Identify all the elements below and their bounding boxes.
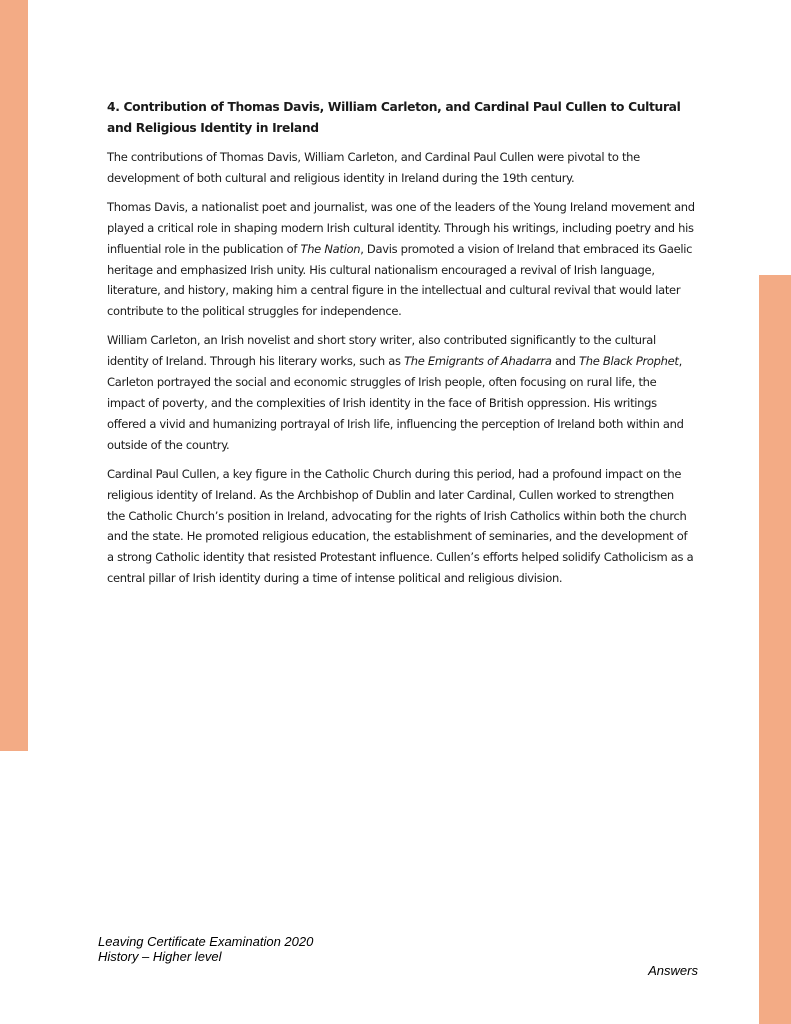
davis-text-end: , Davis promoted a vision of Ireland that embraced its Gaelic heritage and emphasized Irish unity. His cultural nationalism encouraged a revival of Irish language, literature, and history, making him a central figure in the intellectual and cultural revival that would later contribute to the political struggles for independence. [107,241,693,319]
carleton-text-start: William Carleton, an Irish novelist and short story writer, also contributed significantly to the cultural identity of Ireland. Through his literary works, such as [107,333,656,369]
carleton-text-end: , Carleton portrayed the social and economic struggles of Irish people, often focusing on rural life, the impact of poverty, and the complexities of Irish identity in the face of British oppression. His writings offered a vivid and humanizing portrayal of Irish life, influencing the perception of Ireland both within and outside of the country. [107,354,684,452]
carleton-work-title-1: The Emigrants of Ahadarra [404,354,552,369]
left-accent-bar [0,0,28,751]
footer-subject-level: History – Higher level [98,949,222,964]
carleton-paragraph [107,330,695,455]
section-heading: 4. Contribution of Thomas Davis, William Carleton, and Cardinal Paul Cullen to Cultural and Religious Identity in Ireland [107,100,681,135]
footer-exam-info [98,934,313,964]
footer-answers-label: Answers [648,963,698,978]
davis-text-start: Thomas Davis, a nationalist poet and journalist, was one of the leaders of the Young Ireland movement and played a critical role in shaping modern Irish cultural identity. Through his writings, including poetry and his influential role in the publication of [107,199,695,256]
davis-paragraph [107,197,695,322]
intro-paragraph: The contributions of Thomas Davis, William Carleton, and Cardinal Paul Cullen were pivotal to the development of both cultural and religious identity in Ireland during the 19th century. [107,150,640,185]
davis-publication-title: The Nation [300,241,361,256]
cullen-paragraph: Cardinal Paul Cullen, a key figure in the Catholic Church during this period, had a profound impact on the religious identity of Ireland. As the Archbishop of Dublin and later Cardinal, Cullen worked to strengthen the Catholic Church’s position in Ireland, advocating for the rights of Irish Catholics within both the church and the state. He promoted religious education, the establishment of seminaries, and the development of a strong Catholic identity that resisted Protestant influence. Cullen’s efforts helped solidify Catholicism as a central pillar of Irish identity during a time of intense political and religious division. [107,466,694,586]
carleton-work-title-2: The Black Prophet [579,354,679,369]
right-accent-bar [759,275,791,1024]
answer-section [107,97,695,597]
carleton-text-middle: and [551,354,580,369]
footer-exam-title: Leaving Certificate Examination 2020 [98,934,314,949]
